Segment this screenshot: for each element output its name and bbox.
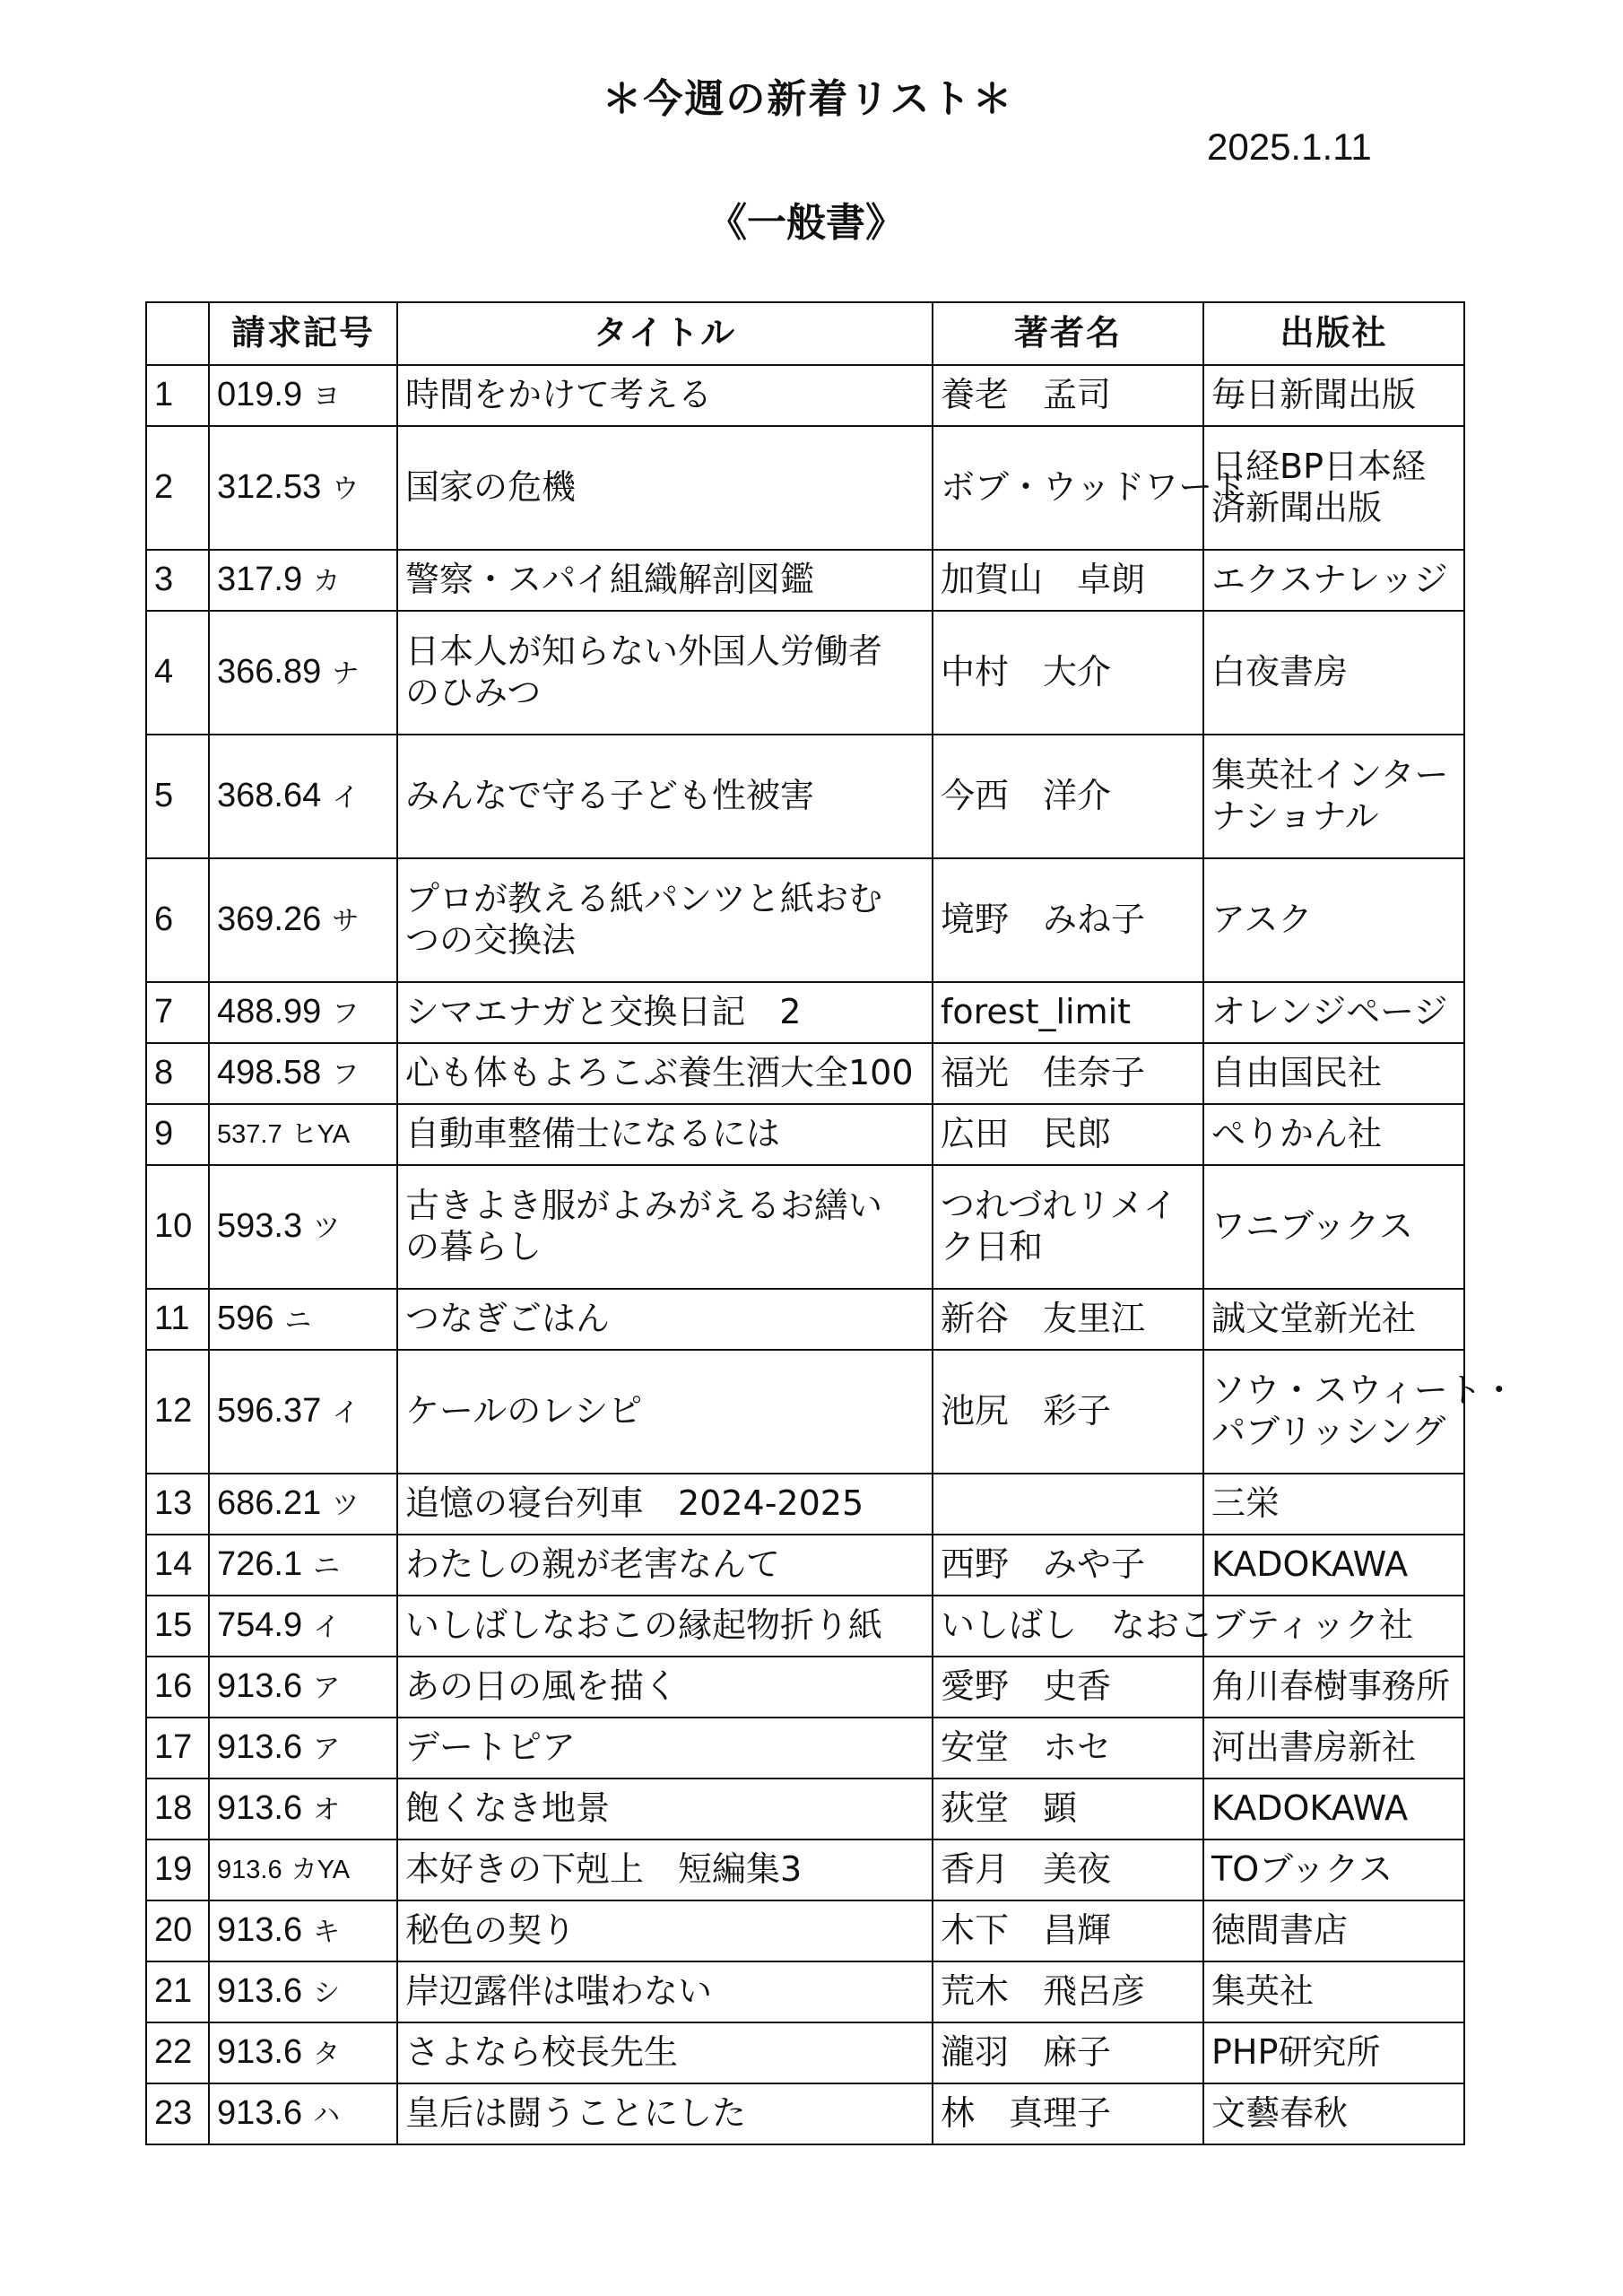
author-mark: フ: [332, 999, 360, 1030]
table-row: [146, 1104, 1464, 1165]
book-title: プロが教える紙パンツと紙おむ つの交換法: [397, 858, 933, 982]
classification-number: 369.26: [217, 900, 322, 939]
author-name: 安堂 ホセ: [933, 1718, 1203, 1779]
classification-number: 593.3: [217, 1207, 303, 1246]
call-number-cell: [209, 1718, 397, 1779]
author-name: 広田 民郎: [933, 1104, 1203, 1165]
book-title: 追憶の寝台列車 2024-2025: [397, 1474, 933, 1535]
author-name: 林 真理子: [933, 2083, 1203, 2144]
row-number: 12: [146, 1350, 209, 1474]
publisher-name: TOブックス: [1203, 1839, 1464, 1900]
call-number-cell: [209, 611, 397, 735]
call-number-cell: [209, 365, 397, 426]
call-number-cell: [209, 1289, 397, 1350]
book-title: みんなで守る子ども性被害: [397, 735, 933, 858]
row-number: 6: [146, 858, 209, 982]
book-title: 国家の危機: [397, 426, 933, 550]
author-mark: ハ: [313, 2100, 341, 2131]
call-number-cell: [209, 1104, 397, 1165]
author-name: 香月 美夜: [933, 1839, 1203, 1900]
publisher-name: PHP研究所: [1203, 2022, 1464, 2083]
publisher-name: KADOKAWA: [1203, 1535, 1464, 1596]
call-number-cell: [209, 982, 397, 1043]
book-title: 日本人が知らない外国人労働者 のひみつ: [397, 611, 933, 735]
publisher-name: 毎日新聞出版: [1203, 365, 1464, 426]
row-number: 4: [146, 611, 209, 735]
row-number: 10: [146, 1165, 209, 1289]
publisher-name: 徳間書店: [1203, 1900, 1464, 1961]
call-number-cell: [209, 426, 397, 550]
author-header: 著者名: [933, 302, 1203, 365]
row-number: 13: [146, 1474, 209, 1535]
table-row: [146, 611, 1464, 735]
author-mark: ヨ: [313, 382, 341, 413]
book-title: 飽くなき地景: [397, 1779, 933, 1839]
author-name: 加賀山 卓朗: [933, 550, 1203, 611]
call-number-cell: [209, 1900, 397, 1961]
call-number-cell: [209, 550, 397, 611]
table-row: [146, 1474, 1464, 1535]
publisher-name: 三栄: [1203, 1474, 1464, 1535]
author-mark: イ: [332, 783, 360, 813]
author-name: 境野 みね子: [933, 858, 1203, 982]
publisher-header: 出版社: [1203, 302, 1464, 365]
row-number: 16: [146, 1657, 209, 1718]
author-mark: ア: [313, 1674, 341, 1704]
publisher-name: 誠文堂新光社: [1203, 1289, 1464, 1350]
author-name: [933, 1474, 1203, 1535]
classification-number: 312.53: [217, 468, 322, 507]
author-name: 荒木 飛呂彦: [933, 1961, 1203, 2022]
author-mark: ツ: [332, 1491, 360, 1521]
number-header: [146, 302, 209, 365]
classification-number: 596.37: [217, 1392, 322, 1431]
row-number: 20: [146, 1900, 209, 1961]
classification-number: 913.6: [217, 2094, 303, 2133]
table-row: [146, 1535, 1464, 1596]
classification-number: 368.64: [217, 777, 322, 815]
table-row: [146, 1289, 1464, 1350]
author-name: 荻堂 顕: [933, 1779, 1203, 1839]
publisher-name: ワニブックス: [1203, 1165, 1464, 1289]
title-header: タイトル: [397, 302, 933, 365]
table-row: [146, 550, 1464, 611]
table-header-row: [146, 302, 1464, 365]
row-number: 2: [146, 426, 209, 550]
table-body: [146, 365, 1516, 2144]
call-number-cell: [209, 2083, 397, 2144]
author-mark: フ: [332, 1060, 360, 1091]
table-row: [146, 2083, 1464, 2144]
table-row: [146, 1900, 1464, 1961]
author-mark: ツ: [313, 1213, 341, 1244]
publisher-name: 河出書房新社: [1203, 1718, 1464, 1779]
book-title: わたしの親が老害なんて: [397, 1535, 933, 1596]
table-row: [146, 982, 1464, 1043]
row-number: 22: [146, 2022, 209, 2083]
publisher-name: アスク: [1203, 858, 1464, 982]
author-name: 西野 みや子: [933, 1535, 1203, 1596]
publisher-name: ソウ・スウィート・ パブリッシング: [1203, 1350, 1464, 1474]
author-name: 福光 佳奈子: [933, 1043, 1203, 1104]
call-number-header: 請求記号: [209, 302, 397, 365]
row-number: 17: [146, 1718, 209, 1779]
call-number-cell: [209, 1839, 397, 1900]
book-title: あの日の風を描く: [397, 1657, 933, 1718]
publisher-name: 集英社: [1203, 1961, 1464, 2022]
author-name: 愛野 史香: [933, 1657, 1203, 1718]
author-name: 新谷 友里江: [933, 1289, 1203, 1350]
book-title: 本好きの下剋上 短編集3: [397, 1839, 933, 1900]
classification-number: 913.6: [217, 1728, 303, 1767]
classification-number: 019.9: [217, 376, 303, 414]
row-number: 11: [146, 1289, 209, 1350]
author-name: つれづれリメイ ク日和: [933, 1165, 1203, 1289]
book-title: 警察・スパイ組織解剖図鑑: [397, 550, 933, 611]
book-title: 秘色の契り: [397, 1900, 933, 1961]
section-heading: 《一般書》: [707, 200, 905, 246]
classification-number: 913.6: [217, 1667, 303, 1706]
book-title: さよなら校長先生: [397, 2022, 933, 2083]
classification-number: 913.6: [217, 1911, 303, 1950]
table-row: [146, 1779, 1464, 1839]
call-number-cell: [209, 735, 397, 858]
book-title: 皇后は闘うことにした: [397, 2083, 933, 2144]
publisher-name: KADOKAWA: [1203, 1779, 1464, 1839]
document-date: 2025.1.11: [1207, 126, 1372, 168]
document-title: ＊今週の新着リスト＊: [602, 76, 1014, 122]
book-title: ケールのレシピ: [397, 1350, 933, 1474]
author-name: 瀧羽 麻子: [933, 2022, 1203, 2083]
row-number: 18: [146, 1779, 209, 1839]
row-number: 9: [146, 1104, 209, 1165]
table-row: [146, 1718, 1464, 1779]
table-row: [146, 1839, 1464, 1900]
author-mark: カ: [313, 567, 341, 597]
book-title: 岸辺露伴は嗤わない: [397, 1961, 933, 2022]
author-mark: ア: [313, 1735, 341, 1765]
publisher-name: 角川春樹事務所: [1203, 1657, 1464, 1718]
call-number-cell: [209, 1535, 397, 1596]
classification-number: 537.7: [217, 1119, 282, 1149]
book-title: つなぎごはん: [397, 1289, 933, 1350]
classification-number: 498.58: [217, 1054, 322, 1092]
author-mark: イ: [332, 1398, 360, 1429]
author-name: 今西 洋介: [933, 735, 1203, 858]
classification-number: 913.6: [217, 1855, 282, 1884]
book-title: 時間をかけて考える: [397, 365, 933, 426]
table-row: [146, 1165, 1464, 1289]
author-mark: タ: [313, 2039, 341, 2070]
publisher-name: エクスナレッジ: [1203, 550, 1464, 611]
author-mark: ヒYA: [291, 1119, 351, 1149]
call-number-cell: [209, 1657, 397, 1718]
publisher-name: オレンジページ: [1203, 982, 1464, 1043]
table-row: [146, 365, 1464, 426]
classification-number: 913.6: [217, 1789, 303, 1828]
publisher-name: 日経BP日本経 済新聞出版: [1203, 426, 1464, 550]
row-number: 19: [146, 1839, 209, 1900]
author-mark: イ: [313, 1613, 341, 1643]
publisher-name: 文藝春秋: [1203, 2083, 1464, 2144]
author-name: 中村 大介: [933, 611, 1203, 735]
publisher-name: 集英社インター ナショナル: [1203, 735, 1464, 858]
author-name: いしばし なおこ: [933, 1596, 1203, 1657]
book-title: 古きよき服がよみがえるお繕い の暮らし: [397, 1165, 933, 1289]
author-mark: ウ: [332, 474, 360, 505]
call-number-cell: [209, 1043, 397, 1104]
table-row: [146, 1350, 1464, 1474]
row-number: 15: [146, 1596, 209, 1657]
classification-number: 317.9: [217, 561, 303, 599]
publisher-name: ブティック社: [1203, 1596, 1464, 1657]
author-name: forest_limit: [933, 982, 1203, 1043]
call-number-cell: [209, 1474, 397, 1535]
book-title: デートピア: [397, 1718, 933, 1779]
call-number-cell: [209, 1350, 397, 1474]
publisher-name: ぺりかん社: [1203, 1104, 1464, 1165]
author-mark: シ: [313, 1979, 341, 2009]
table-row: [146, 426, 1464, 550]
new-arrivals-table: [145, 301, 1516, 2145]
row-number: 23: [146, 2083, 209, 2144]
publisher-name: 自由国民社: [1203, 1043, 1464, 1104]
author-mark: ニ: [284, 1306, 312, 1336]
classification-number: 366.89: [217, 653, 322, 691]
book-title: 心も体もよろこぶ養生酒大全100: [397, 1043, 933, 1104]
table-row: [146, 2022, 1464, 2083]
call-number-cell: [209, 858, 397, 982]
book-title: いしばしなおこの縁起物折り紙: [397, 1596, 933, 1657]
publisher-name: 白夜書房: [1203, 611, 1464, 735]
author-mark: ナ: [332, 659, 360, 690]
author-name: 池尻 彩子: [933, 1350, 1203, 1474]
author-mark: ニ: [313, 1552, 341, 1582]
table-row: [146, 858, 1464, 982]
call-number-cell: [209, 1961, 397, 2022]
call-number-cell: [209, 1165, 397, 1289]
row-number: 3: [146, 550, 209, 611]
table-row: [146, 1961, 1464, 2022]
classification-number: 596: [217, 1300, 274, 1338]
author-name: 養老 孟司: [933, 365, 1203, 426]
row-number: 14: [146, 1535, 209, 1596]
classification-number: 488.99: [217, 993, 322, 1031]
row-number: 5: [146, 735, 209, 858]
author-mark: サ: [332, 907, 360, 937]
row-number: 21: [146, 1961, 209, 2022]
book-title: 自動車整備士になるには: [397, 1104, 933, 1165]
call-number-cell: [209, 1779, 397, 1839]
classification-number: 913.6: [217, 1972, 303, 2011]
classification-number: 686.21: [217, 1484, 322, 1523]
row-number: 7: [146, 982, 209, 1043]
classification-number: 913.6: [217, 2033, 303, 2072]
table-row: [146, 1043, 1464, 1104]
classification-number: 726.1: [217, 1545, 303, 1584]
author-mark: キ: [313, 1918, 341, 1948]
author-name: 木下 昌輝: [933, 1900, 1203, 1961]
row-number: 1: [146, 365, 209, 426]
classification-number: 754.9: [217, 1606, 303, 1645]
call-number-cell: [209, 2022, 397, 2083]
row-number: 8: [146, 1043, 209, 1104]
call-number-cell: [209, 1596, 397, 1657]
author-name: ボブ・ウッドワード: [933, 426, 1203, 550]
book-title: シマエナガと交換日記 2: [397, 982, 933, 1043]
table-row: [146, 735, 1464, 858]
table-row: [146, 1596, 1464, 1657]
table-row: [146, 1657, 1464, 1718]
author-mark: カYA: [291, 1855, 351, 1884]
author-mark: オ: [313, 1796, 341, 1826]
